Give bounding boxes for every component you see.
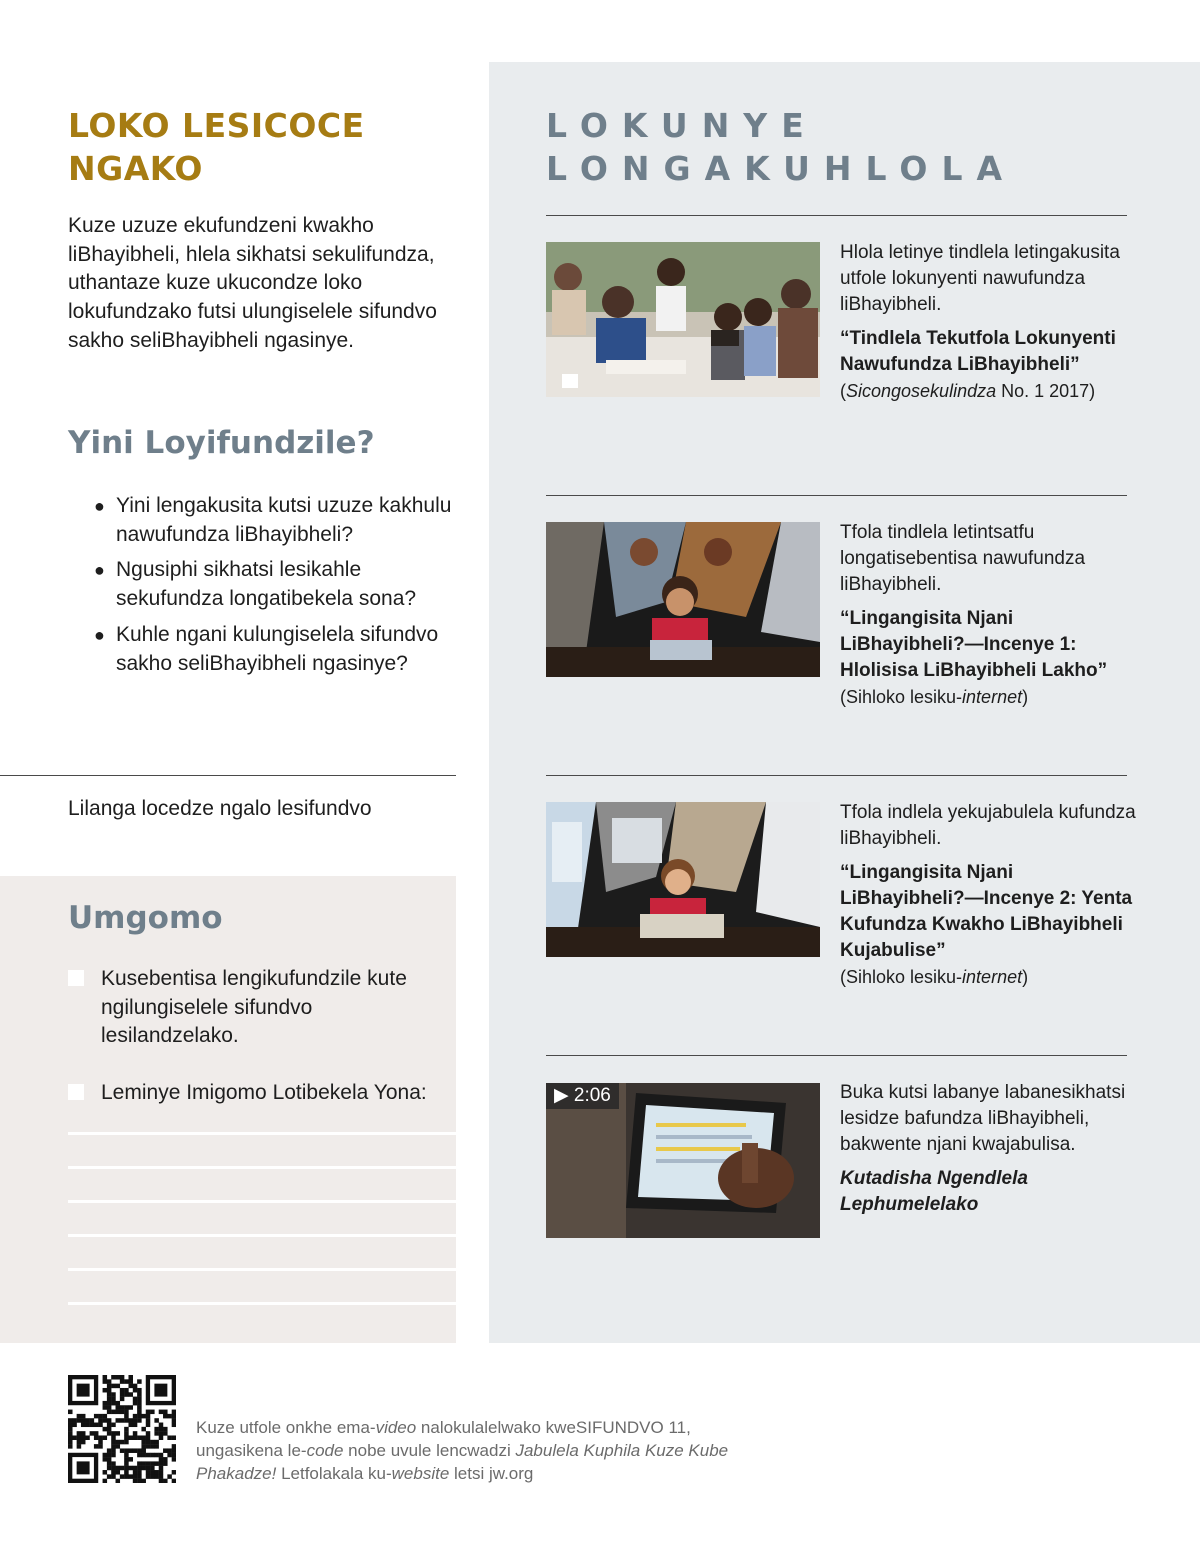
bullet-icon: ● [94, 624, 105, 645]
footer-text-part: Letfolakala ku- [276, 1464, 392, 1483]
resource-item [840, 520, 1140, 710]
source-suffix: No. 1 2017) [996, 381, 1096, 401]
review-heading: Yini Loyifundzile? [68, 425, 375, 461]
source-type: internet [962, 687, 1023, 707]
left-title-line1: LOKO LESICOCE [68, 106, 365, 145]
write-line[interactable] [68, 1234, 456, 1237]
checkbox[interactable] [68, 970, 84, 986]
source-suffix: ) [1022, 687, 1029, 707]
write-line[interactable] [68, 1268, 456, 1271]
review-list [94, 492, 454, 685]
boy-reading-bible-image [546, 522, 820, 677]
girl-reading-bible-image [546, 802, 820, 957]
item-divider [546, 495, 1127, 496]
source-prefix: (Sihloko lesiku- [840, 687, 963, 707]
bullet-icon: ● [94, 496, 105, 516]
item-source [840, 964, 1140, 990]
qr-code[interactable] [68, 1375, 176, 1483]
item-divider [546, 1055, 1127, 1056]
item-description: Buka kutsi labanye labanesikhatsi lesidze bafundza liBhayibheli, bakwente njani kwajabulisa. [840, 1082, 1126, 1155]
checkbox[interactable] [68, 1084, 84, 1100]
footer-text-part: letsi jw.org [449, 1464, 534, 1483]
article-thumbnail[interactable] [546, 802, 820, 957]
footer-text-part: video [375, 1418, 417, 1437]
item-title-link[interactable]: “Tindlela Tekutfola Lokunyenti Nawufundza LiBhayibheli” [840, 328, 1116, 375]
right-title-line2: LONGAKUHLOLA [546, 149, 1017, 188]
write-line[interactable] [68, 1132, 456, 1135]
right-title-line1: LOKUNYE [546, 106, 818, 145]
item-divider [546, 215, 1127, 216]
goal-box [0, 876, 456, 1343]
item-title-link[interactable]: “Lingangisita Njani LiBhayibheli?—Incenye 2: Yenta Kufundza Kwakho LiBhayibheli Kujabulise” [840, 862, 1133, 961]
item-source [840, 378, 1140, 404]
item-description: Tfola indlela yekujabulela kufundza liBhayibheli. [840, 802, 1136, 849]
video-thumbnail[interactable] [546, 1083, 820, 1238]
source-prefix: ( [840, 381, 846, 401]
left-title [68, 104, 428, 190]
footer-text-part: nobe uvule lencwadzi [343, 1441, 516, 1460]
left-divider [0, 775, 456, 776]
footer-text-part: Kuze utfole onkhe ema- [196, 1418, 376, 1437]
source-type: internet [962, 967, 1023, 987]
review-item-text: Yini lengakusita kutsi uzuze kakhulu nawufundza liBhayibheli? [116, 494, 452, 546]
review-item-text: Kuhle ngani kulungiselela sifundvo sakho seliBhayibheli ngasinye? [116, 622, 439, 675]
completion-date-label: Lilanga locedze ngalo lesifundvo [68, 797, 372, 820]
article-thumbnail[interactable] [546, 522, 820, 677]
goal-item [68, 1079, 453, 1108]
video-duration-badge: ▶ 2:06 [546, 1083, 619, 1109]
resource-item [840, 1080, 1140, 1218]
review-item-text: Ngusiphi sikhatsi lesikahle sekufundza longatibekela sona? [116, 558, 417, 611]
item-title-link[interactable]: “Lingangisita Njani LiBhayibheli?—Incenye 1: Hlolisisa LiBhayibheli Lakho” [840, 608, 1108, 681]
footer-text-part: code [306, 1441, 344, 1460]
left-title-line2: NGAKO [68, 149, 203, 188]
item-title-link[interactable]: Kutadisha Ngendlela Lephumelelako [840, 1168, 1028, 1215]
review-item [94, 556, 454, 613]
footer-text-part: website [391, 1464, 450, 1483]
resource-item [840, 240, 1140, 404]
footer-text-part: nalokulalelwako kweSIFUNDVO 11, ungasikena le- [196, 1418, 691, 1460]
item-description: Hlola letinye tindlela letingakusita utfole lokunyenti nawufundza liBhayibheli. [840, 242, 1120, 315]
article-thumbnail[interactable] [546, 242, 820, 397]
item-source [840, 684, 1140, 710]
write-line[interactable] [68, 1302, 456, 1305]
qr-code-image [68, 1375, 176, 1483]
right-title [546, 104, 1016, 190]
footer-note [196, 1416, 756, 1485]
resource-item [840, 800, 1140, 990]
footer-book-title: Jabulela Kuphila Kuze Kube Phakadze! [196, 1441, 729, 1483]
source-publication: Sicongosekulindza [846, 381, 997, 401]
goal-heading: Umgomo [68, 900, 223, 936]
item-divider [546, 775, 1127, 776]
review-item [94, 492, 454, 549]
bullet-icon: ● [94, 560, 105, 581]
intro-paragraph: Kuze uzuze ekufundzeni kwakho liBhayibheli, hlela sikhatsi sekulifundza, uthantaze kuze ukucondze loko lokufundzako futsi ulungiselele sifundvo sakho seliBhayibheli ngasinye. [68, 214, 437, 352]
goal-item-text: Leminye Imigomo Lotibekela Yona: [101, 1081, 427, 1104]
goal-item-text: Kusebentisa lengikufundzile kute ngilungiselele sifundvo lesilandzelako. [101, 967, 407, 1048]
write-line[interactable] [68, 1166, 456, 1169]
people-reading-image [546, 242, 820, 397]
item-description: Tfola tindlela letintsatfu longatisebentisa nawufundza liBhayibheli. [840, 522, 1086, 595]
source-prefix: (Sihloko lesiku- [840, 967, 963, 987]
review-item [94, 621, 454, 678]
write-line[interactable] [68, 1200, 456, 1203]
goal-item [68, 965, 453, 1051]
source-suffix: ) [1022, 967, 1029, 987]
